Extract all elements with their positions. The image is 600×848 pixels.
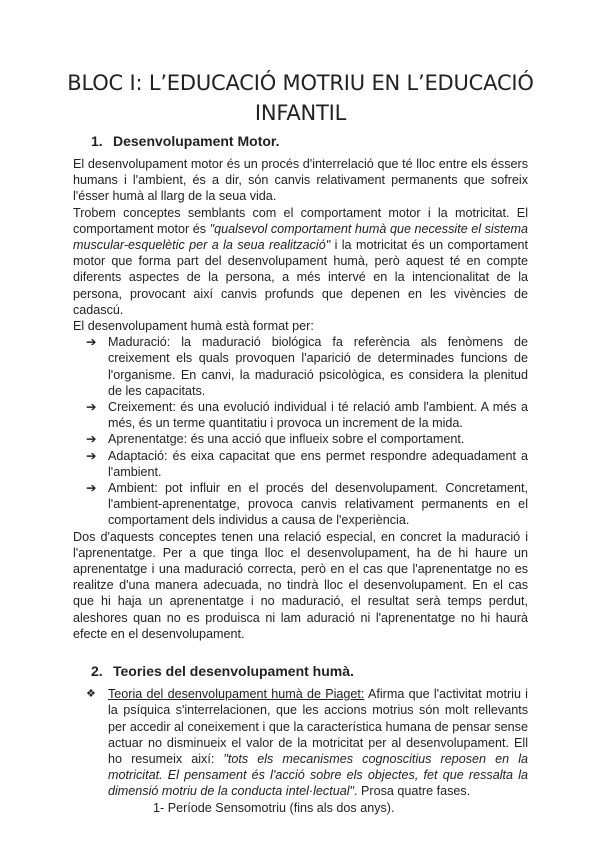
piaget-theory-title: Teoria del desenvolupament humà de Piaget:: [108, 687, 365, 702]
arrow-right-icon: ➔: [86, 432, 97, 447]
phase-item: 1- Període Sensomotriu (fins als dos anys).: [153, 800, 395, 815]
paragraph: Trobem conceptes semblants com el comportament motor i la motricitat. El comportament motor és "qualsevol comportament humà que necessite el sistema muscular-esquelètic per a la seua realització" i la motricitat és un comportament motor que forma part del desenvolupament humà, però aquest té en compte diferents aspectes de la persona, a més intervé en la intencionalitat de la persona, provocant així canvis profunds que depenen en les vivències de cadascú.: [73, 205, 528, 317]
development-factors-list: [73, 334, 528, 528]
arrow-right-icon: ➔: [86, 448, 97, 463]
list-item: ➔ Adaptació: és eixa capacitat que ens permet respondre adequadament a l'ambient.: [86, 448, 528, 479]
list-item: ➔ Aprenentatge: és una acció que influeix sobre el comportament.: [86, 432, 465, 447]
list-item: ➔ Creixement: és una evolució individual i té relació amb l'ambient. A més a més, és un terme quantitatiu i provoca un increment de la mida.: [86, 400, 528, 431]
diamond-bullet-icon: ❖: [86, 688, 96, 701]
quote: "qualsevol comportament humà que necessite el sistema muscular-esquelètic per a la seua realització": [73, 221, 528, 253]
paragraph: El desenvolupament humà està format per:: [73, 319, 314, 334]
document-title: BLOC I: L’EDUCACIÓ MOTRIU EN L’EDUCACIÓ INFANTIL: [67, 71, 534, 125]
theories-list: [73, 686, 528, 799]
list-item: ❖ Teoria del desenvolupament humà de Piaget: Afirma que l'activitat motriu i la psíquica s'interrelacionen, que les accions motrius són molt rellevants per accedir al coneixement i que la característica humana de pensar sense actuar no disminueix el valor de la motricitat per al desenvolupament. Ell ho resumeix així: "tots els mecanismes cognoscitius reposen en la motricitat. El pensament és l'acció sobre els objectes, fet que ressalta la dimensió motriu de la conducta intel·lectual". Prosa quatre fases.: [86, 687, 528, 799]
document-page: [67, 68, 534, 816]
paragraph: Dos d'aquests conceptes tenen una relació especial, en concret la maduració i l'aprenentatge. Per a que tinga lloc el desenvolupament, ha de hi haure un aprenentatge i una maduració correcta, però en el cas que l'aprenentatge no es realitze d'una manera adecuada, no tindrà lloc el desenvolupament. En el cas que hi haja un aprenentatge i no maduració, el resultat serà temps perdut, aleshores quan no es produisca ni lam aduració ni l'aprenentatge no hi haurà efecte en el desenvolupament.: [73, 529, 528, 641]
arrow-right-icon: ➔: [86, 335, 97, 350]
arrow-right-icon: ➔: [86, 400, 97, 415]
list-item: ➔ Maduració: la maduració biológica fa referència als fenòmens de creixement els quals provoquen l'aparició de determinades funcions de l'organisme. En canvi, la maduració psicològica, es considera la plenitud de les capacitats.: [86, 335, 528, 398]
section-heading-1: 1. Desenvolupament Motor.: [91, 133, 280, 149]
list-item: ➔ Ambient: pot influir en el procés del desenvolupament. Concretament, l'ambient-aprenentatge, provoca canvis relativament permanents en el comportament dels individus a causa de l'experiència.: [86, 481, 528, 528]
quote: "tots els mecanismes cognoscitius reposen en la motricitat. El pensament és l'acció sobre els objectes, fet que ressalta la dimensió motriu de la conducta intel·lectual": [108, 751, 528, 799]
paragraph: El desenvolupament motor és un procés d'interrelació que té lloc entre els éssers humans i l'ambient, és a dir, són canvis relativament permanents que sofreix l'ésser humà al llarg de la seua vida.: [73, 157, 528, 204]
section-heading-2: 2. Teories del desenvolupament humà.: [91, 663, 354, 680]
arrow-right-icon: ➔: [86, 481, 97, 496]
